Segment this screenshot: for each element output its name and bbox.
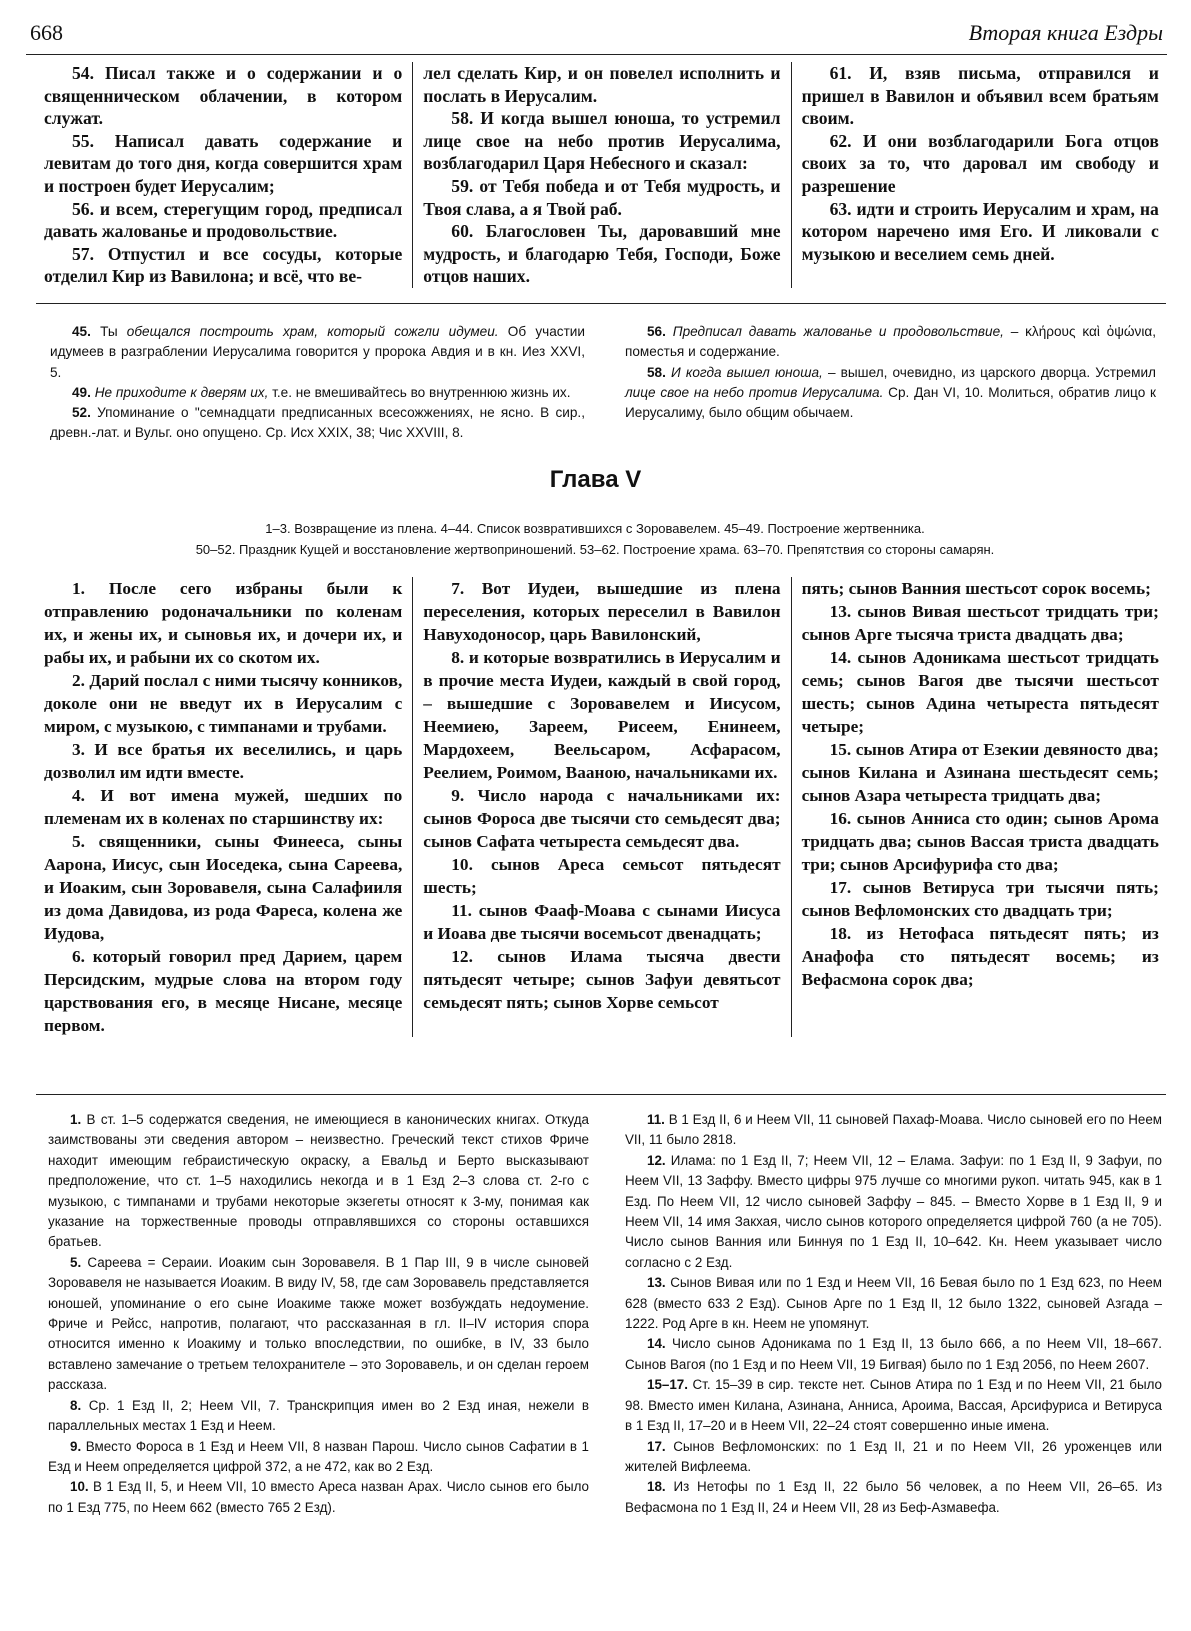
footnote: 8. Ср. 1 Езд II, 2; Неем VII, 7. Транскрипция имен во 2 Езд иная, нежели в параллельных местах 1 Езд и Неем. — [48, 1397, 589, 1434]
main-text-columns — [34, 577, 1169, 1037]
verse: 1. После сего избраны были к отправлению родоначальники по коленам их, и жены их, и сыновья их, и дочери их, и рабы их, и рабыни их со скотом их. — [44, 579, 403, 667]
chapter-summary-line: 50–52. Праздник Кущей и восстановление жертвоприношений. 53–62. Построение храма. 63–70. Препятствия со стороны самарян. — [195, 542, 995, 557]
verse: 5. священники, сыны Финееса, сыны Аарона, Иисус, сын Иоседека, сына Сареева, и Иоаким, сын Зоровавеля, сына Салафииля из дома Давидова, из рода Фареса, колена же Иудова, — [44, 832, 403, 943]
verse-continuation: лел сделать Кир, и он повелел исполнить и послать в Иерусалим. — [423, 63, 781, 106]
page-number: 668 — [30, 20, 63, 45]
footnotes-top-right — [605, 322, 1160, 444]
verse: 14. сынов Адоникама шестьсот тридцать семь; сынов Вагоя две тысячи шестьсот шесть; сынов Адина четыреста пятьдесят четыре; — [801, 648, 1159, 736]
verse: 13. сынов Вивая шестьсот тридцать три; сынов Арге тысяча триста двадцать два; — [801, 602, 1159, 644]
footnote: 56. Предписал давать жалованье и продовольствие, – κλήρους καὶ ὀψώνια, поместья и содержание. — [625, 324, 1156, 360]
verse: 15. сынов Атира от Езекии девяносто два; сынов Килана и Азинана шестьдесят семь; сынов Азара четыреста тридцать два; — [801, 740, 1159, 805]
top-column-2 — [412, 62, 790, 288]
footnote-divider — [36, 1094, 1166, 1095]
footnote: 14. Число сынов Адоникама по 1 Езд II, 13 было 666, а по Неем VII, 18–667. Сынов Вагоя (по 1 Езд и по Неем VII, 19 Бигвая) было по 1 Езд 2056, по Неем 2607. — [625, 1336, 1162, 1372]
footnotes-bottom-left — [48, 1110, 607, 1518]
chapter-title: Глава V — [549, 466, 642, 493]
main-column-2 — [412, 577, 790, 1037]
top-text-columns — [34, 62, 1169, 288]
footnote-divider — [36, 303, 1166, 304]
footnote: 49. Не приходите к дверям их, т.е. не вмешивайтесь во внутреннюю жизнь их. — [72, 384, 571, 400]
verse: 8. и которые возвратились в Иерусалим и в прочие места Иудеи, каждый в свой город, – вышедшие с Зоровавелем и Иисусом, Неемиею, Зареем, Рисеем, Енинеем, Мардохеем, Веельсаром, Асфарасом, Реелием, Роимом, Вааною, начальниками их. — [423, 648, 781, 782]
verse: 3. И все братья их веселились, и царь дозволил им идти вместе. — [44, 740, 403, 782]
top-column-1 — [34, 62, 412, 288]
verse: 10. сынов Ареса семьсот пятьдесят шесть; — [423, 855, 781, 897]
footnote: 45. Ты обещался построить храм, который сожгли идумеи. Об участии идумеев в разграблении Иерусалима говорится у пророка Авдия и в кн. Иез XXVI, 5. — [50, 324, 585, 380]
footnote: 58. И когда вышел юноша, – вышел, очевидно, из царского дворца. Устремил лице свое на небо против Иерусалима. Ср. Дан VI, 10. Молиться, обратив лицо к Иерусалиму, было общим обычаем. — [625, 364, 1156, 421]
running-title: Вторая книга Ездры — [968, 20, 1163, 45]
footnotes-bottom-right — [607, 1110, 1166, 1518]
footnote: 11. В 1 Езд II, 6 и Неем VII, 11 сыновей Пахаф-Моава. Число сыновей его по Неем VII, 11 было 2818. — [625, 1112, 1162, 1148]
verse-continuation: пять; сынов Ванния шестьсот сорок восемь; — [801, 579, 1151, 598]
main-column-3 — [791, 577, 1169, 1037]
chapter-summary — [80, 518, 1110, 560]
footnotes-top — [50, 322, 1160, 444]
footnotes-bottom — [48, 1110, 1166, 1518]
footnote: 18. Из Нетофы по 1 Езд II, 22 было 56 человек, а по Неем VII, 26–65. Из Вефасмона по 1 Езд II, 24 и Неем VII, 28 из Беф-Азмавефа. — [625, 1479, 1162, 1515]
footnote: 12. Илама: по 1 Езд II, 7; Неем VII, 12 – Елама. Зафуи: по 1 Езд II, 9 Зафуи, по Неем VII, 13 Заффу. Вместо цифры 975 лучше со многими рукоп. читать 945, как в 1 Езд. По Неем VII, 12 число сыновей Заффу – 845. – Вместо Хорве в 1 Езд II, 9 и Неем VII, 14 имя Закхая, число сынов которого определяется цифрой 760 (а не 705). Число сынов Ванния или Биннуя по 1 Езд II, 10–642. Кн. Неем указывает число согласно с 2 Езд. — [625, 1152, 1162, 1270]
verse: 16. сынов Анниса сто один; сынов Арома тридцать два; сынов Вассая триста двадцать три; сынов Арсифурифа сто два; — [801, 809, 1159, 874]
verse: 11. сынов Фааф-Моава с сынами Иисуса и Иоава две тысячи восемьсот двенадцать; — [423, 901, 781, 943]
verse: 60. Благословен Ты, даровавший мне мудрость, и благодарю Тебя, Господи, Боже отцов наших. — [423, 221, 781, 287]
verse: 2. Дарий послал с ними тысячу конников, доколе они не введут их в Иерусалим с миром, с музыкою, с тимпанами и трубами. — [44, 671, 403, 736]
verse: 12. сынов Илама тысяча двести пятьдесят четыре; сынов Зафуи девятьсот семьдесят пять; сынов Хорве семьсот — [423, 947, 781, 1012]
footnote: 17. Сынов Вефломонских: по 1 Езд II, 21 и по Неем VII, 26 уроженцев или жителей Вифлеема. — [625, 1438, 1162, 1474]
verse: 63. идти и строить Иерусалим и храм, на котором наречено имя Его. И ликовали с музыкою и веселием семь дней. — [801, 198, 1159, 264]
verse: 6. который говорил пред Дарием, царем Персидским, мудрые слова на втором году царствования его, в месяце Нисане, месяце первом. — [44, 947, 403, 1035]
footnote: 52. Упоминание о "семнадцати предписанных всесожжениях, не ясно. В сир., древн.-лат. и Вульг. оно опущено. Ср. Исх XXIX, 38; Чис XXVIII, 8. — [50, 405, 585, 441]
verse: 4. И вот имена мужей, шедших по племенам их в коленах по старшинству их: — [44, 786, 403, 828]
footnote: 9. Вместо Фороса в 1 Езд и Неем VII, 8 назван Парош. Число сынов Сафатии в 1 Езд и Неем определяется цифрой 372, а не 472, как во 2 Езд. — [48, 1438, 589, 1474]
footnote: 10. В 1 Езд II, 5, и Неем VII, 10 вместо Ареса назван Арах. Число сынов его было по 1 Езд 775, по Неем 662 (вместо 765 2 Езд). — [48, 1479, 589, 1515]
verse: 61. И, взяв письма, отправился и пришел в Вавилон и объявил всем братьям своим. — [801, 63, 1159, 129]
main-column-1 — [34, 577, 412, 1037]
footnotes-top-left — [50, 322, 605, 444]
footnote: 1. В ст. 1–5 содержатся сведения, не имеющиеся в канонических книгах. Откуда заимствованы эти сведения автором – неизвестно. Греческий текст стихов Фриче находит имеющим гебраистическую окраску, а Евальд и Берто высказывают предположение, что ст. 1–5 находились некогда и в 1 Езд 2–3 слова ст. 2-го с музыкою, с тимпанами и трубами некоторые экзегеты относят к 3-му, понимая как указание на торжественные проводы отправлявшихся со стороны оставшихся братьев. — [48, 1112, 589, 1250]
verse: 7. Вот Иудеи, вышедшие из плена переселения, которых переселил в Вавилон Навуходоносор, царь Вавилонский, — [423, 579, 781, 644]
top-column-3 — [791, 62, 1169, 288]
verse: 17. сынов Ветируса три тысячи пять; сынов Вефломонских сто двадцать три; — [801, 878, 1159, 920]
footnote: 13. Сынов Вивая или по 1 Езд и Неем VII, 16 Бевая было по 1 Езд 623, по Неем 628 (вместо 633 2 Езд). Сынов Арге по 1 Езд II, 12 было 1322, сыновей Азгада – 1222. Род Арге в кн. Неем не упомянут. — [625, 1275, 1162, 1332]
verse: 9. Число народа с начальниками их: сынов Фороса две тысячи сто семьдесят два; сынов Сафата четыреста семьдесят два. — [423, 786, 781, 851]
running-header — [26, 18, 1167, 55]
verse: 54. Писал также и о содержании и о священническом облачении, в котором служат. — [44, 63, 403, 129]
footnote: 5. Сареева = Сераии. Иоаким сын Зоровавеля. В 1 Пар III, 9 в числе сыновей Зоровавеля не называется Иоаким. В виду IV, 58, где сам Зоровавель представляется юношей, упоминание о его сыне Иоакиме также может возбуждать недоумение. Фриче и Рейсс, напротив, полагают, что рассказанная в гл. II–IV история спора относится именно к Иоакиму и только впоследствии, по ошибке, в IV, 33 было вставлено замечание о третьем телохранителе – это Зоровавель, и он сделан героем рассказа. — [48, 1254, 589, 1393]
verse: 57. Отпустил и все сосуды, которые отделил Кир из Вавилона; и всё, что ве- — [44, 243, 403, 287]
chapter-summary-line: 1–3. Возвращение из плена. 4–44. Список возвратившихся с Зоровавелем. 45–49. Построение жертвенника. — [265, 521, 925, 536]
verse: 58. И когда вышел юноша, то устремил лице свое на небо против Иерусалима, возблагодарил Царя Небесного и сказал: — [423, 108, 781, 174]
verse: 56. и всем, стерегущим город, предписал давать жалованье и продовольствие. — [44, 198, 403, 242]
verse: 18. из Нетофаса пятьдесят пять; из Анафофа сто пятьдесят восемь; из Вефасмона сорок два; — [801, 924, 1159, 989]
verse: 62. И они возблагодарили Бога отцов своих за то, что даровал им свободу и разрешение — [801, 130, 1159, 196]
verse: 59. от Тебя победа и от Тебя мудрость, и Твоя слава, а я Твой раб. — [423, 175, 781, 219]
verse: 55. Написал давать содержание и левитам до того дня, когда совершится храм и построен будет Иерусалим; — [44, 130, 403, 196]
footnote: 15–17. Ст. 15–39 в сир. тексте нет. Сынов Атира по 1 Езд и по Неем VII, 21 было 98. Вместо имен Килана, Азинана, Анниса, Ароима, Вассая, Арсифуриса и Ветируса в 1 Езд II, 17–20 и в Неем VII, 22–24 стоят совершенно иные имена. — [625, 1377, 1162, 1434]
